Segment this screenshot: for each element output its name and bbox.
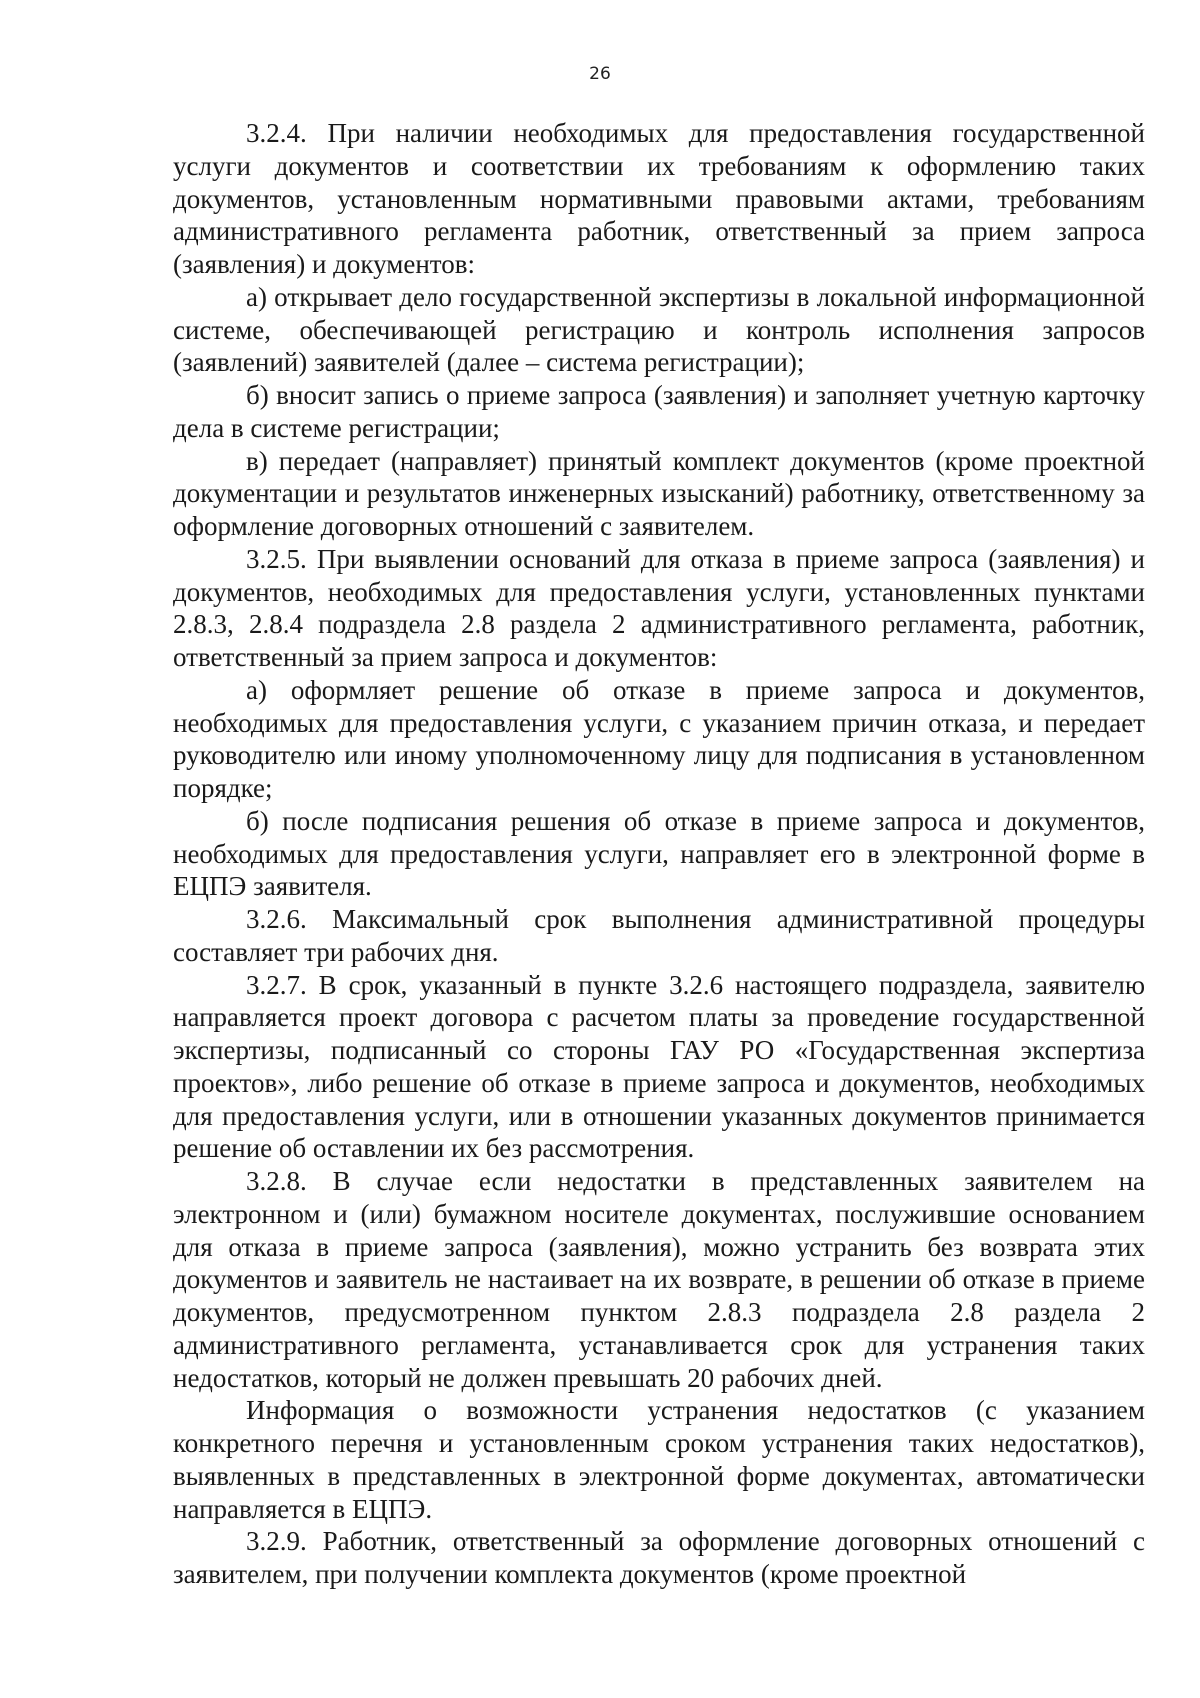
paragraph-3-2-5: 3.2.5. При выявлении оснований для отказа в приеме запроса (заявления) и документов, необходимых для предоставления услуги, установленных пунктами 2.8.3, 2.8.4 подраздела 2.8 раздела 2 административного регламента, работник, ответственный за прием запроса и документов:: [173, 543, 1145, 672]
paragraph-3-2-4-c: в) передает (направляет) принятый комплект документов (кроме проектной документации и результатов инженерных изысканий) работнику, ответственному за оформление договорных отношений с заявителем.: [173, 445, 1145, 541]
paragraph-3-2-5-a: а) оформляет решение об отказе в приеме запроса и документов, необходимых для предоставления услуги, с указанием причин отказа, и передает руководителю или иному уполномоченному лицу для подписания в установленном порядке;: [173, 674, 1145, 803]
paragraph-3-2-4-a: а) открывает дело государственной экспертизы в локальной информационной системе, обеспечивающей регистрацию и контроль исполнения запросов (заявлений) заявителей (далее – система регистрации);: [173, 281, 1145, 378]
paragraph-3-2-8: 3.2.8. В случае если недостатки в представленных заявителем на электронном и (или) бумажном носителе документах, послужившие основанием для отказа в приеме запроса (заявления), можно устранить без возврата этих документов и заявитель не настаивает на их возврате, в решении об отказе в приеме документов, предусмотренном пунктом 2.8.3 подраздела 2.8 раздела 2 административного регламента, устанавливается срок для устранения таких недостатков, который не должен превышать 20 рабочих дней.: [173, 1166, 1145, 1393]
paragraph-info: Информация о возможности устранения недостатков (с указанием конкретного перечня и установленным сроком устранения таких недостатков), выявленных в представленных в электронной форме документах, автоматически направляется в ЕЦПЭ.: [173, 1395, 1145, 1524]
paragraph-3-2-5-b: б) после подписания решения об отказе в приеме запроса и документов, необходимых для предоставления услуги, направляет его в электронной форме в ЕЦПЭ заявителя.: [173, 805, 1145, 902]
paragraph-3-2-6: 3.2.6. Максимальный срок выполнения административной процедуры составляет три рабочих дня.: [173, 904, 1145, 967]
paragraph-3-2-9: 3.2.9. Работник, ответственный за оформление договорных отношений с заявителем, при получении комплекта документов (кроме проектной: [173, 1526, 1145, 1589]
page-number: 26: [589, 64, 611, 84]
paragraph-3-2-7: 3.2.7. В срок, указанный в пункте 3.2.6 настоящего подраздела, заявителю направляется проект договора с расчетом платы за проведение государственной экспертизы, подписанный со стороны ГАУ РО «Государственная экспертиза проектов», либо решение об отказе в приеме запроса и документов, необходимых для предоставления услуги, или в отношении указанных документов принимается решение об оставлении их без рассмотрения.: [173, 969, 1145, 1164]
paragraph-3-2-4-b: б) вносит запись о приеме запроса (заявления) и заполняет учетную карточку дела в системе регистрации;: [173, 380, 1145, 443]
paragraph-3-2-4: 3.2.4. При наличии необходимых для предоставления государственной услуги документов и соответствии их требованиям к оформлению таких документов, установленным нормативными правовыми актами, требованиям административного регламента работник, ответственный за прием запроса (заявления) и документов:: [173, 118, 1145, 279]
document-body: [173, 117, 1145, 1591]
